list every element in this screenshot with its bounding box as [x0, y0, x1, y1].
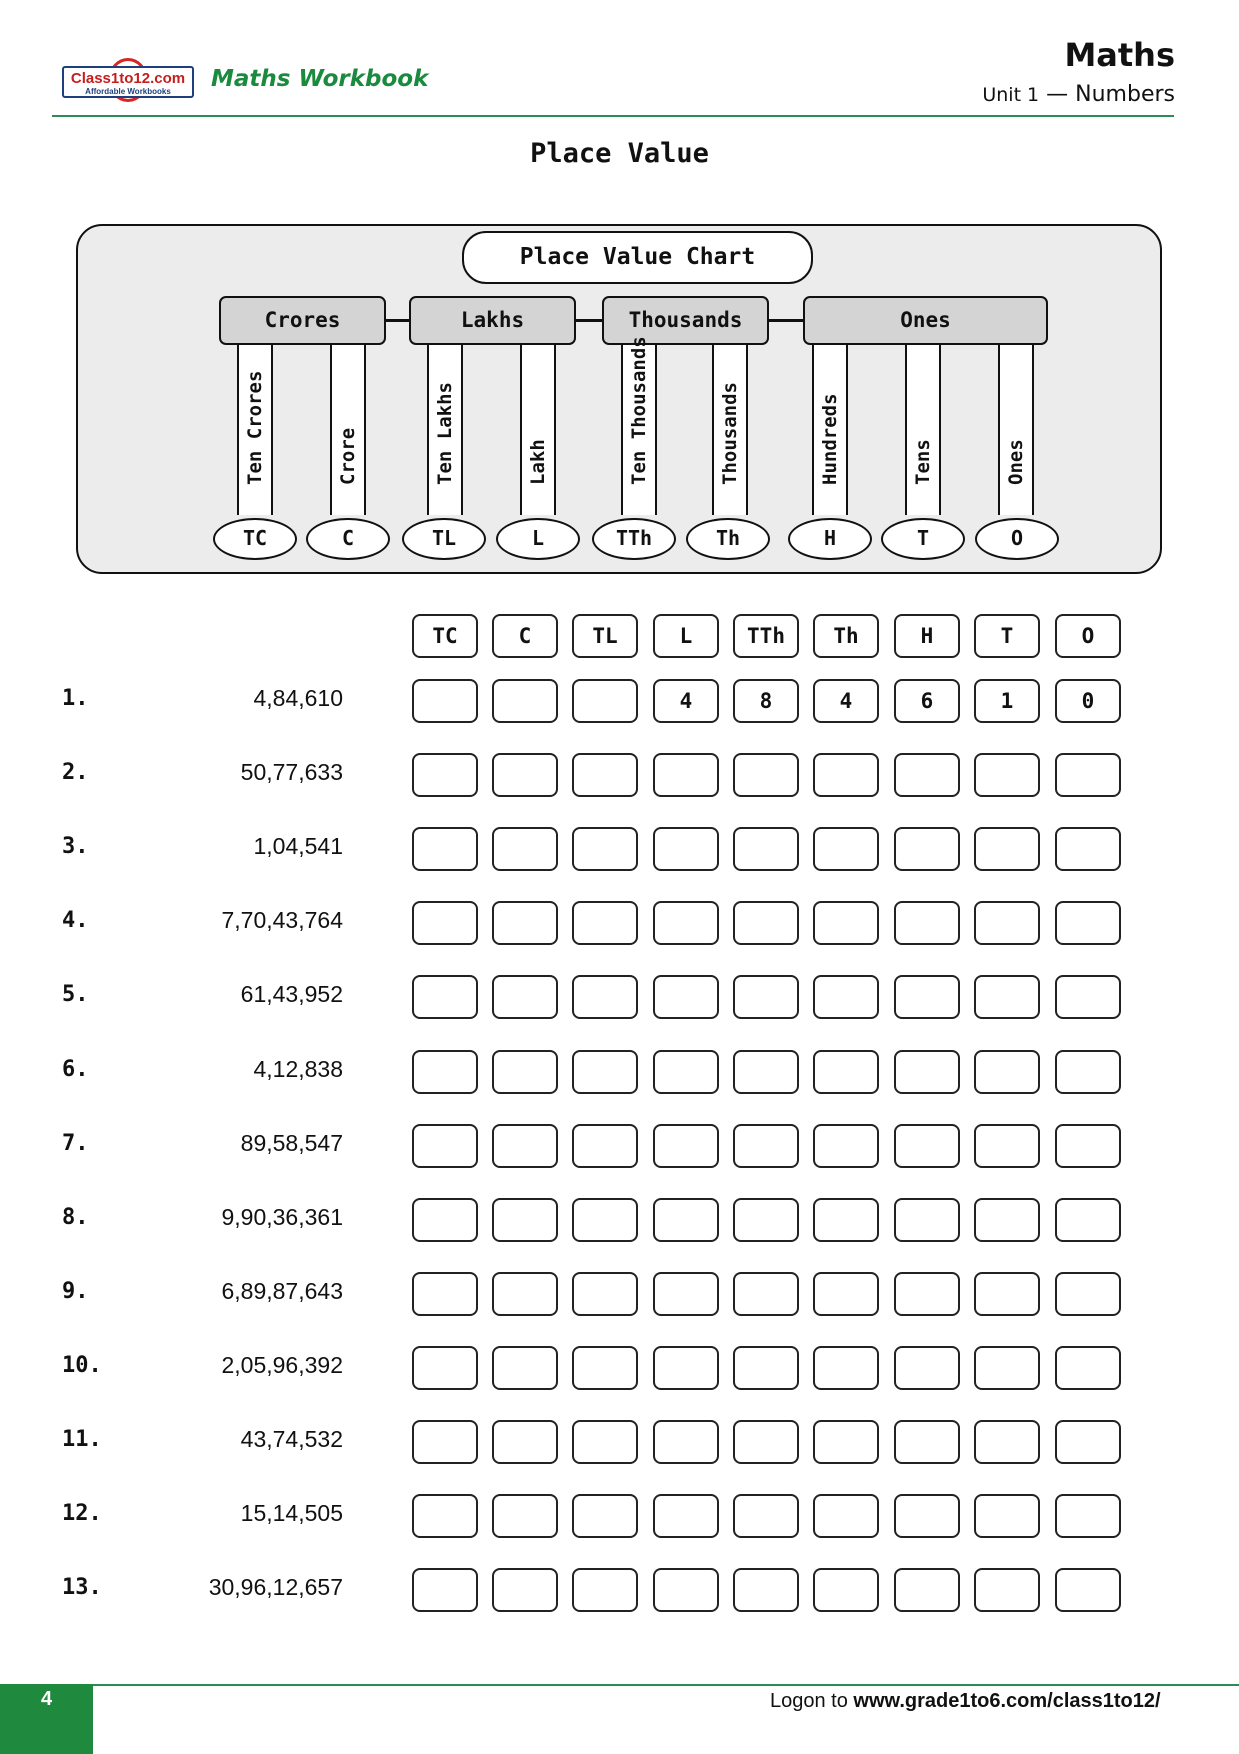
answer-box-o[interactable]: [1055, 1272, 1121, 1316]
answer-box-c[interactable]: [492, 1124, 558, 1168]
place-name-l: Lakh: [527, 439, 549, 485]
question-number-value: 50,77,633: [240, 759, 343, 785]
brand-logo: [62, 58, 194, 102]
answer-box-th[interactable]: [813, 1124, 879, 1168]
question-number-value: 15,14,505: [240, 1500, 343, 1526]
answer-box-h[interactable]: [894, 1050, 960, 1094]
answer-box-o[interactable]: [1055, 1568, 1121, 1612]
answer-box-tl[interactable]: [572, 1050, 638, 1094]
question-number: 9.: [62, 1279, 89, 1304]
question-number-value: 9,90,36,361: [221, 1204, 343, 1230]
place-name-h: Hundreds: [819, 393, 841, 485]
answer-box-o[interactable]: [1055, 901, 1121, 945]
question-number: 13.: [62, 1575, 102, 1600]
answer-box-th[interactable]: [813, 1568, 879, 1612]
answer-box-l[interactable]: [653, 975, 719, 1019]
question-number-value: 4,84,610: [253, 685, 343, 711]
answer-box-tth[interactable]: [733, 1198, 799, 1242]
unit-separator: —: [1046, 82, 1069, 107]
question-number: 8.: [62, 1205, 89, 1230]
place-name-t: Tens: [912, 439, 934, 485]
answer-box-tth[interactable]: [733, 753, 799, 797]
place-abbr-o: O: [975, 518, 1059, 560]
place-pillar-tth: [621, 336, 657, 515]
place-name-tl: Ten Lakhs: [434, 382, 456, 485]
answer-box-tth[interactable]: [733, 1124, 799, 1168]
answer-box-th[interactable]: [813, 975, 879, 1019]
place-name-c: Crore: [337, 427, 359, 485]
answer-box-tl[interactable]: [572, 1568, 638, 1612]
answer-box-tl[interactable]: [572, 1346, 638, 1390]
answer-box-l[interactable]: [653, 827, 719, 871]
answer-box-tl[interactable]: [572, 1198, 638, 1242]
group-connector: [769, 319, 803, 322]
answer-box-c[interactable]: [492, 753, 558, 797]
place-pillar-th: [712, 345, 748, 515]
answer-box-tth[interactable]: [733, 1272, 799, 1316]
answer-box-tth[interactable]: [733, 827, 799, 871]
answer-box-o[interactable]: [1055, 1420, 1121, 1464]
answer-box-tth[interactable]: [733, 901, 799, 945]
question-number-value: 1,04,541: [253, 833, 343, 859]
answer-box-tc[interactable]: [412, 753, 478, 797]
subject-title: Maths: [1064, 36, 1175, 74]
answer-box-o[interactable]: [1055, 1050, 1121, 1094]
place-abbr-t: T: [881, 518, 965, 560]
answer-box-t[interactable]: [974, 1420, 1040, 1464]
answer-box-h[interactable]: 6: [894, 679, 960, 723]
answer-box-tc[interactable]: [412, 1494, 478, 1538]
place-name-tc: Ten Crores: [244, 370, 266, 485]
column-header-c: C: [492, 614, 558, 658]
answer-box-tl[interactable]: [572, 901, 638, 945]
answer-box-th[interactable]: [813, 1494, 879, 1538]
answer-box-tth[interactable]: [733, 1050, 799, 1094]
place-pillar-tl: [427, 345, 463, 515]
answer-box-tc[interactable]: [412, 1420, 478, 1464]
question-number: 7.: [62, 1131, 89, 1156]
place-name-th: Thousands: [719, 382, 741, 485]
answer-box-c[interactable]: [492, 1568, 558, 1612]
answer-box-h[interactable]: [894, 1346, 960, 1390]
place-pillar-c: [330, 345, 366, 515]
column-header-t: T: [974, 614, 1040, 658]
answer-box-tl[interactable]: [572, 1272, 638, 1316]
place-abbr-tc: TC: [213, 518, 297, 560]
question-number: 10.: [62, 1353, 102, 1378]
answer-box-o[interactable]: [1055, 975, 1121, 1019]
page-number: 4: [0, 1684, 93, 1754]
answer-box-t[interactable]: [974, 975, 1040, 1019]
header-divider: [52, 115, 1174, 117]
answer-box-c[interactable]: [492, 1198, 558, 1242]
answer-box-o[interactable]: 0: [1055, 679, 1121, 723]
answer-box-h[interactable]: [894, 1272, 960, 1316]
answer-box-t[interactable]: 1: [974, 679, 1040, 723]
answer-box-th[interactable]: [813, 1050, 879, 1094]
answer-box-tc[interactable]: [412, 679, 478, 723]
answer-box-h[interactable]: [894, 1494, 960, 1538]
question-number: 6.: [62, 1057, 89, 1082]
answer-box-t[interactable]: [974, 901, 1040, 945]
question-number-value: 6,89,87,643: [221, 1278, 343, 1304]
place-name-o: Ones: [1005, 439, 1027, 485]
question-number: 3.: [62, 834, 89, 859]
column-header-l: L: [653, 614, 719, 658]
footer-logon-label: Logon to: [770, 1690, 848, 1712]
answer-box-t[interactable]: [974, 1198, 1040, 1242]
answer-box-tc[interactable]: [412, 1272, 478, 1316]
group-connector: [386, 319, 409, 322]
answer-box-t[interactable]: [974, 827, 1040, 871]
place-pillar-o: [998, 345, 1034, 515]
group-ones: Ones: [803, 296, 1048, 345]
answer-box-c[interactable]: [492, 1346, 558, 1390]
answer-box-l[interactable]: [653, 753, 719, 797]
answer-box-t[interactable]: [974, 1568, 1040, 1612]
answer-box-th[interactable]: [813, 901, 879, 945]
footer-url[interactable]: www.grade1to6.com/class1to12/: [853, 1690, 1161, 1712]
logo-name: Class1to12.com: [70, 70, 186, 87]
answer-box-tl[interactable]: [572, 1124, 638, 1168]
place-pillar-tc: [237, 345, 273, 515]
answer-box-th[interactable]: 4: [813, 679, 879, 723]
footer-logon: [770, 1690, 1161, 1713]
answer-box-l[interactable]: [653, 1050, 719, 1094]
answer-box-th[interactable]: [813, 753, 879, 797]
answer-box-tc[interactable]: [412, 1568, 478, 1612]
question-number: 12.: [62, 1501, 102, 1526]
answer-box-tc[interactable]: [412, 901, 478, 945]
question-number-value: 61,43,952: [240, 981, 343, 1007]
answer-box-l[interactable]: 4: [653, 679, 719, 723]
answer-box-o[interactable]: [1055, 827, 1121, 871]
place-abbr-c: C: [306, 518, 390, 560]
answer-box-tl[interactable]: [572, 975, 638, 1019]
answer-box-t[interactable]: [974, 753, 1040, 797]
answer-box-c[interactable]: [492, 1420, 558, 1464]
group-crores: Crores: [219, 296, 386, 345]
answer-box-tl[interactable]: [572, 1494, 638, 1538]
answer-box-tc[interactable]: [412, 975, 478, 1019]
answer-box-o[interactable]: [1055, 1124, 1121, 1168]
answer-box-t[interactable]: [974, 1494, 1040, 1538]
answer-box-c[interactable]: [492, 1272, 558, 1316]
answer-box-h[interactable]: [894, 1420, 960, 1464]
chart-title: Place Value Chart: [462, 231, 813, 284]
answer-box-l[interactable]: [653, 1420, 719, 1464]
answer-box-t[interactable]: [974, 1124, 1040, 1168]
answer-box-th[interactable]: [813, 1420, 879, 1464]
group-lakhs: Lakhs: [409, 296, 576, 345]
answer-box-tth[interactable]: [733, 1420, 799, 1464]
answer-box-tth[interactable]: [733, 1346, 799, 1390]
answer-box-tl[interactable]: [572, 679, 638, 723]
answer-box-th[interactable]: [813, 1346, 879, 1390]
answer-box-tl[interactable]: [572, 827, 638, 871]
place-abbr-th: Th: [686, 518, 770, 560]
answer-box-tc[interactable]: [412, 1198, 478, 1242]
answer-box-h[interactable]: [894, 1124, 960, 1168]
column-header-tth: TTh: [733, 614, 799, 658]
answer-box-c[interactable]: [492, 975, 558, 1019]
answer-box-c[interactable]: [492, 1494, 558, 1538]
answer-box-o[interactable]: [1055, 1346, 1121, 1390]
answer-box-t[interactable]: [974, 1346, 1040, 1390]
question-number: 2.: [62, 760, 89, 785]
answer-box-l[interactable]: [653, 1568, 719, 1612]
answer-box-tth[interactable]: [733, 975, 799, 1019]
answer-box-tth[interactable]: [733, 1568, 799, 1612]
question-number-value: 89,58,547: [240, 1130, 343, 1156]
answer-box-c[interactable]: [492, 901, 558, 945]
question-number-value: 30,96,12,657: [208, 1574, 343, 1600]
answer-box-l[interactable]: [653, 1272, 719, 1316]
workbook-title: Maths Workbook: [211, 66, 429, 92]
answer-box-th[interactable]: [813, 1198, 879, 1242]
answer-box-o[interactable]: [1055, 753, 1121, 797]
answer-box-t[interactable]: [974, 1050, 1040, 1094]
question-number-value: 2,05,96,392: [221, 1352, 343, 1378]
answer-box-l[interactable]: [653, 1124, 719, 1168]
answer-box-o[interactable]: [1055, 1494, 1121, 1538]
answer-box-t[interactable]: [974, 1272, 1040, 1316]
answer-box-h[interactable]: [894, 901, 960, 945]
column-header-o: O: [1055, 614, 1121, 658]
answer-box-tth[interactable]: [733, 1494, 799, 1538]
answer-box-tc[interactable]: [412, 1346, 478, 1390]
place-abbr-tl: TL: [402, 518, 486, 560]
place-abbr-tth: TTh: [592, 518, 676, 560]
answer-box-th[interactable]: [813, 1272, 879, 1316]
question-number: 4.: [62, 908, 89, 933]
answer-box-tl[interactable]: [572, 753, 638, 797]
answer-box-th[interactable]: [813, 827, 879, 871]
column-header-tc: TC: [412, 614, 478, 658]
answer-box-h[interactable]: [894, 827, 960, 871]
unit-label: Unit 1: [982, 84, 1040, 106]
answer-box-c[interactable]: [492, 1050, 558, 1094]
place-abbr-l: L: [496, 518, 580, 560]
answer-box-c[interactable]: [492, 679, 558, 723]
answer-box-h[interactable]: [894, 975, 960, 1019]
answer-box-tl[interactable]: [572, 1420, 638, 1464]
place-pillar-l: [520, 345, 556, 515]
answer-box-tc[interactable]: [412, 827, 478, 871]
question-number-value: 43,74,532: [240, 1426, 343, 1452]
answer-box-l[interactable]: [653, 1346, 719, 1390]
answer-box-tc[interactable]: [412, 1050, 478, 1094]
column-header-h: H: [894, 614, 960, 658]
unit-heading: [982, 82, 1175, 107]
answer-box-tth[interactable]: 8: [733, 679, 799, 723]
footer-divider: [0, 1684, 1239, 1686]
answer-box-h[interactable]: [894, 1198, 960, 1242]
answer-box-l[interactable]: [653, 901, 719, 945]
question-number: 5.: [62, 982, 89, 1007]
answer-box-l[interactable]: [653, 1198, 719, 1242]
page-title: Place Value: [530, 138, 709, 169]
place-pillar-t: [905, 345, 941, 515]
answer-box-o[interactable]: [1055, 1198, 1121, 1242]
question-number-value: 4,12,838: [253, 1056, 343, 1082]
unit-name: Numbers: [1075, 82, 1175, 107]
place-abbr-h: H: [788, 518, 872, 560]
column-header-th: Th: [813, 614, 879, 658]
column-header-tl: TL: [572, 614, 638, 658]
group-connector: [576, 319, 602, 322]
answer-box-c[interactable]: [492, 827, 558, 871]
place-name-tth: Ten Thousands: [628, 336, 650, 485]
question-number-value: 7,70,43,764: [221, 907, 343, 933]
logo-tagline: Affordable Workbooks: [85, 87, 171, 96]
group-thousands: Thousands: [602, 296, 769, 345]
answer-box-l[interactable]: [653, 1494, 719, 1538]
question-number: 1.: [62, 686, 89, 711]
question-number: 11.: [62, 1427, 102, 1452]
place-pillar-h: [812, 345, 848, 515]
answer-box-h[interactable]: [894, 1568, 960, 1612]
answer-box-tc[interactable]: [412, 1124, 478, 1168]
answer-box-h[interactable]: [894, 753, 960, 797]
